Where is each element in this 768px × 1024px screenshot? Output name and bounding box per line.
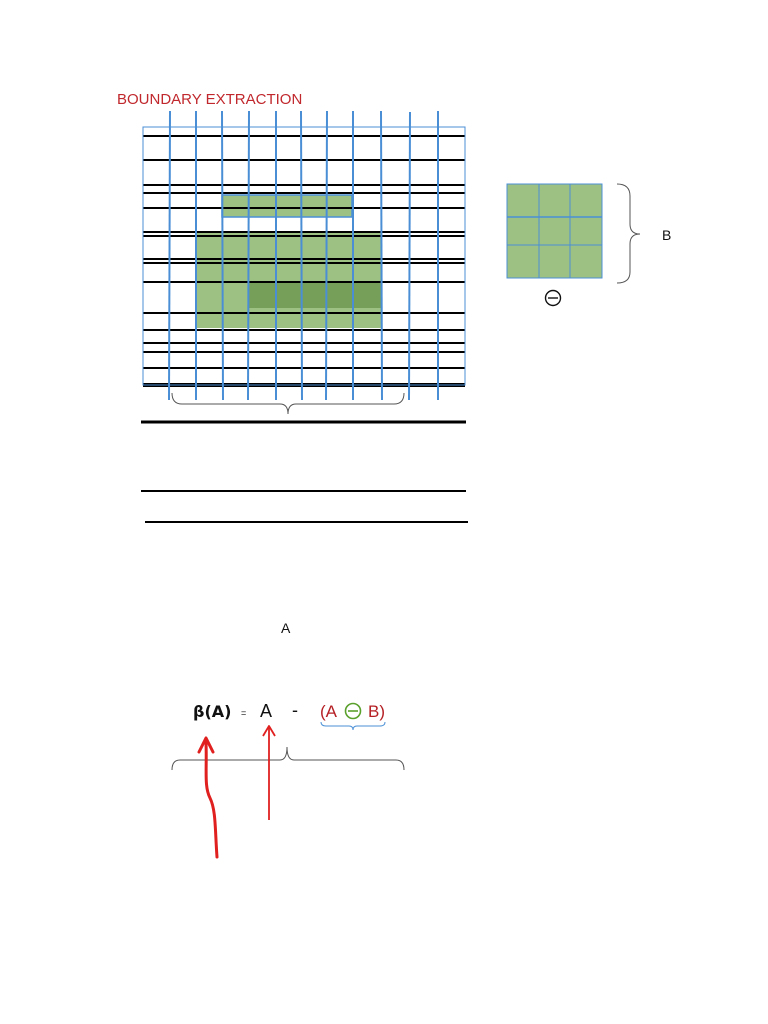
region-dark-inner: [249, 282, 382, 308]
label-set-a: A: [281, 620, 291, 636]
label-set-b: B: [662, 227, 672, 243]
grid-v-line: [169, 111, 170, 400]
red-arrow-straight: [263, 726, 275, 820]
equation-erosion-icon: [346, 704, 361, 719]
struct-element-box: [507, 184, 602, 278]
set-a-regions: [196, 195, 382, 328]
grid-v-line: [326, 111, 327, 400]
equation-term-a: A: [260, 701, 273, 721]
structuring-element-b: [507, 184, 602, 278]
b-brace: [617, 184, 640, 283]
grid-v-line: [301, 111, 302, 400]
equation-minus: -: [292, 700, 298, 720]
equation-lhs: β(A): [193, 702, 232, 721]
region-top-bar: [222, 195, 352, 217]
equation-close-term: B): [368, 702, 385, 721]
grid-brace: [172, 393, 404, 414]
grid-v-line: [222, 111, 223, 400]
grid-v-line: [248, 111, 249, 400]
equation-equals: =: [241, 708, 247, 718]
diagram-title: BOUNDARY EXTRACTION: [117, 91, 303, 108]
grid-v-line: [381, 111, 382, 400]
erosion-term-brace: [321, 722, 385, 730]
erosion-symbol-icon: [546, 291, 561, 306]
red-arrow-curved: [199, 738, 217, 857]
grid-v-line: [409, 112, 410, 400]
equation-open-term: (A: [320, 702, 337, 721]
equation: [193, 700, 385, 730]
